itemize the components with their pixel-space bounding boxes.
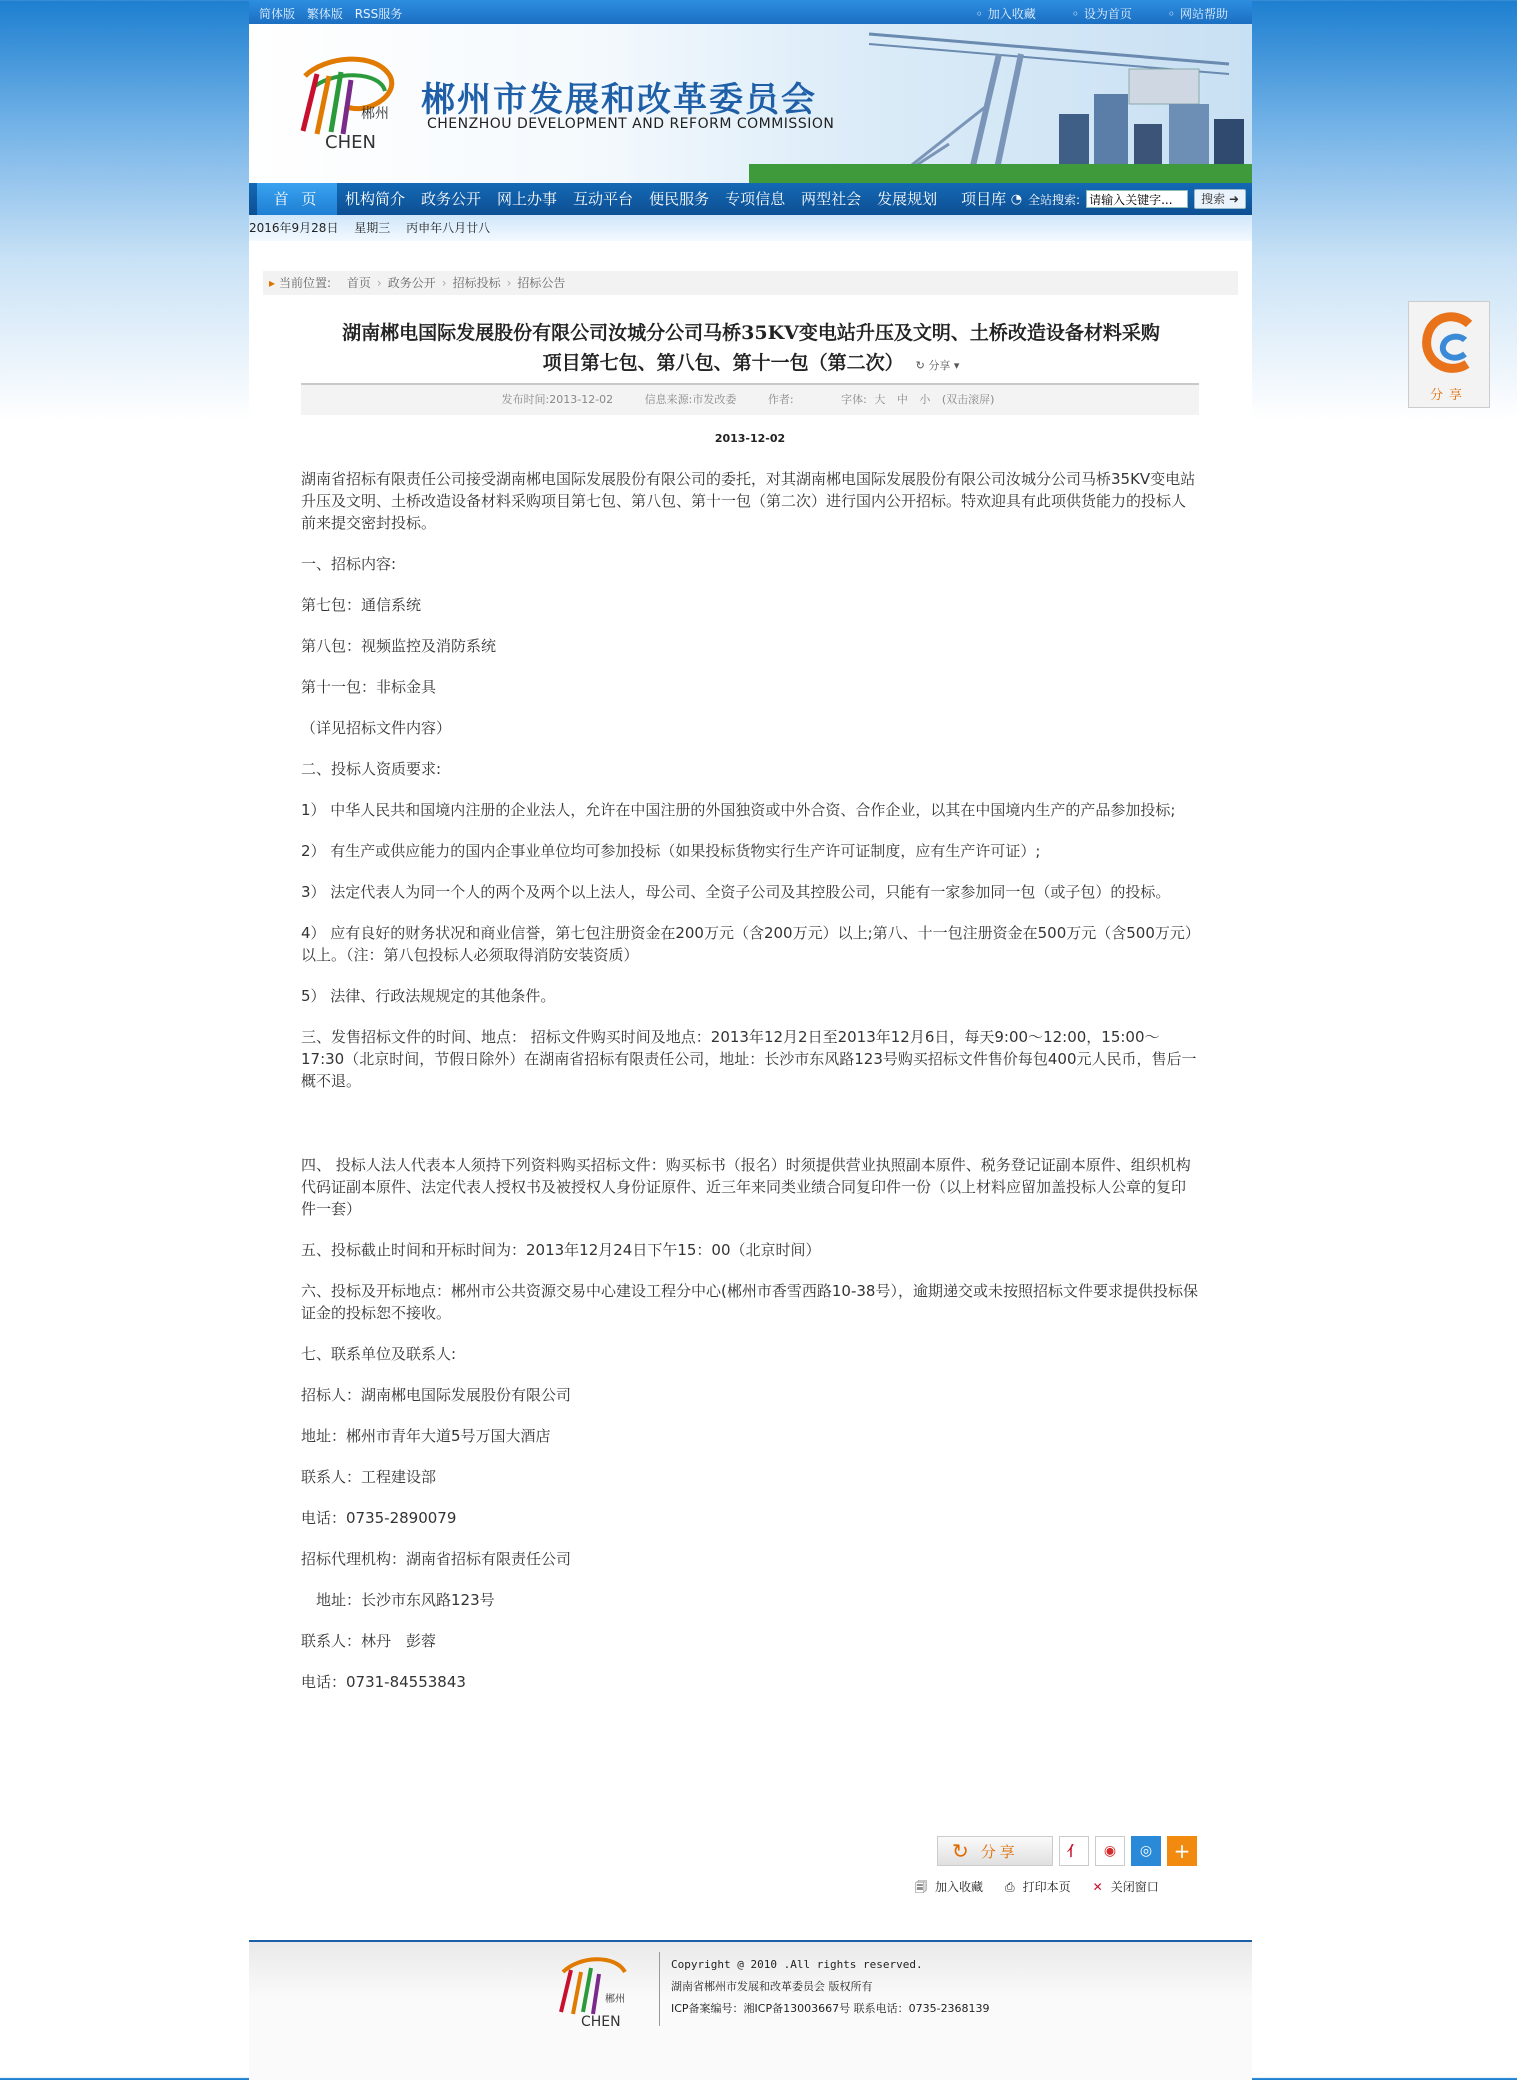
share-button[interactable] — [937, 1836, 1053, 1866]
footer-logo — [549, 1950, 637, 2030]
printer-icon: ⎙ — [1005, 1880, 1015, 1894]
search-button-label: 搜索 — [1201, 192, 1226, 206]
breadcrumb-bid-notice[interactable]: 招标公告 — [517, 276, 566, 290]
tool-close-window[interactable] — [1093, 1878, 1159, 1899]
footer-logo-text-cn: 郴州 — [605, 1994, 625, 2005]
tool-print[interactable] — [1005, 1878, 1071, 1899]
footer-text — [671, 1954, 990, 2020]
breadcrumb-home[interactable]: 首页 — [346, 276, 371, 290]
site-title-english: CHENZHOU DEVELOPMENT AND REFORM COMMISSION — [427, 116, 835, 132]
top-utility-bar — [249, 0, 1252, 24]
nav-online-services[interactable]: 网上办事 — [497, 190, 558, 208]
search-button[interactable] — [1194, 189, 1246, 209]
article-paragraph: 1） 中华人民共和国境内注册的企业法人，允许在中国注册的外国独资或中外合资、合作企业，以其在中国境内生产的产品参加投标; — [301, 801, 1176, 819]
nav-development-plan[interactable]: 发展规划 — [877, 190, 938, 208]
article-title-line-1: 湖南郴电国际发展股份有限公司汝城分公司马桥35KV变电站升压及文明、土桥改造设备材料采购 — [342, 322, 1160, 344]
share-bar — [937, 1836, 1201, 1866]
bookmark-icon: 🗐 — [915, 1880, 927, 1894]
current-weekday: 星期三 — [354, 221, 391, 235]
article-paragraph: （详见招标文件内容） — [301, 719, 452, 737]
share-renren-icon[interactable]: ⺅ — [1059, 1836, 1089, 1866]
crane-skyline-graphic — [749, 24, 1252, 183]
current-date: 2016年9月28日 — [249, 221, 339, 235]
lunar-date: 丙申年八月廿八 — [406, 221, 491, 235]
share-logo-icon: ↻ — [952, 1839, 973, 1863]
article-paragraph: 二、投标人资质要求: — [301, 760, 442, 778]
tool-print-label: 打印本页 — [1022, 1880, 1071, 1894]
article-paragraph: 电话：0735-2890079 — [301, 1509, 457, 1527]
page-wrapper — [249, 0, 1252, 2078]
chevron-right-icon: › — [441, 276, 447, 290]
link-simplified[interactable]: 简体版 — [259, 7, 296, 21]
link-add-favorite[interactable]: ◦ 加入收藏 — [976, 5, 1036, 22]
footer-icp[interactable]: ICP备案编号：湘ICP备13003667号 联系电话：0735-2368139 — [671, 2002, 990, 2015]
article-paragraph: 第十一包：非标金具 — [301, 678, 437, 696]
footer-owner: 湖南省郴州市发展和改革委员会 版权所有 — [671, 1980, 873, 1993]
chevron-down-icon: ▾ — [953, 359, 960, 372]
nav-about[interactable]: 机构简介 — [345, 190, 406, 208]
article-paragraph: 四、 投标人法人代表本人须持下列资料购买招标文件：购买标书（报名）时须提供营业执照副本原件、税务登记证副本原件、组织机构代码证副本原件、法定代表人授权书及被授权人身份证原件、近三年来同类业绩合同复印件一份（以上材料应留加盖投标人公章的复印件一套） — [301, 1156, 1191, 1218]
font-size-label: 字体: — [841, 393, 867, 406]
article-date: 2013-12-02 — [714, 432, 786, 445]
article-paragraph: 一、招标内容: — [301, 555, 397, 573]
font-size-small[interactable]: 小 — [919, 393, 931, 406]
article-paragraph: 五、投标截止时间和开标时间为：2013年12月24日下午15：00（北京时间） — [301, 1241, 821, 1259]
floating-share-widget[interactable] — [1408, 301, 1490, 408]
main-nav — [249, 183, 1252, 215]
nav-home[interactable]: 首 页 — [257, 183, 337, 215]
nav-public-services[interactable]: 便民服务 — [649, 190, 710, 208]
tool-close-label: 关闭窗口 — [1110, 1880, 1159, 1894]
logo-text-cn: 郴州 — [361, 106, 389, 122]
nav-special-info[interactable]: 专项信息 — [725, 190, 786, 208]
author: 作者: — [767, 393, 794, 406]
tool-add-favorite[interactable] — [915, 1878, 983, 1899]
header-banner — [249, 24, 1252, 183]
article-paragraph: 地址：长沙市东风路123号 — [301, 1591, 495, 1609]
breadcrumb — [263, 271, 1238, 295]
article-title-line-2: 项目第七包、第八包、第十一包（第二次） — [542, 352, 904, 374]
article-paragraph: 第七包：通信系统 — [301, 596, 422, 614]
breadcrumb-government-affairs[interactable]: 政务公开 — [387, 276, 436, 290]
publish-time: 发布时间:2013-12-02 — [501, 393, 614, 406]
search-input[interactable] — [1086, 190, 1188, 208]
footer-divider — [659, 1952, 660, 2026]
link-set-homepage[interactable]: ◦ 设为首页 — [1072, 5, 1132, 22]
font-size-controls — [841, 393, 998, 406]
nav-government-affairs[interactable]: 政务公开 — [421, 190, 482, 208]
tool-add-favorite-label: 加入收藏 — [935, 1880, 984, 1894]
share-icon: ↻ — [915, 359, 925, 372]
site-title: 郴州市发展和改革委员会 — [421, 80, 817, 120]
article-paragraph: 湖南省招标有限责任公司接受湖南郴电国际发展股份有限公司的委托，对其湖南郴电国际发展股份有限公司汝城分公司马桥35KV变电站升压及文明、土桥改造设备材料采购项目第七包、第八包、第十一包（第二次）进行国内公开招标。特欢迎具有此项供货能力的投标人前来提交密封投标。 — [301, 470, 1196, 532]
article-paragraph: 联系人：工程建设部 — [301, 1468, 437, 1486]
logo-text-en: CHEN — [325, 132, 376, 153]
font-size-large[interactable]: 大 — [874, 393, 886, 406]
link-site-help[interactable]: ◦ 网站帮助 — [1168, 5, 1228, 22]
footer — [249, 1940, 1252, 2080]
nav-two-type-society[interactable]: 两型社会 — [801, 190, 862, 208]
link-rss[interactable]: RSS服务 — [354, 7, 403, 21]
article-paragraph: 联系人：林丹 彭蓉 — [301, 1632, 437, 1650]
page-tools — [915, 1878, 1159, 1899]
share-logo-icon — [1419, 310, 1479, 380]
arrow-right-icon: ➜ — [1228, 192, 1239, 206]
article-paragraph: 六、投标及开标地点：郴州市公共资源交易中心建设工程分中心(郴州市香雪西路10-38号），逾期递交或未按照招标文件要求提供投标保证金的投标恕不接收。 — [301, 1282, 1198, 1322]
article-paragraph: 第八包：视频监控及消防系统 — [301, 637, 497, 655]
search-icon: ◔ — [1010, 191, 1023, 207]
floating-share-label: 分享 — [1429, 388, 1468, 403]
breadcrumb-label: 当前位置: — [279, 276, 332, 290]
info-source: 信息来源:市发改委 — [644, 393, 737, 406]
article-paragraph: 3） 法定代表人为同一个人的两个及两个以上法人，母公司、全资子公司及其控股公司，只能有一家参加同一包（或子包）的投标。 — [301, 883, 1171, 901]
article-paragraph: 地址：郴州市青年大道5号万国大酒店 — [301, 1427, 551, 1445]
font-size-medium[interactable]: 中 — [896, 393, 908, 406]
article-paragraph: 七、联系单位及联系人: — [301, 1345, 457, 1363]
article-paragraph: 2） 有生产或供应能力的国内企事业单位均可参加投标（如果投标货物实行生产许可证制度，应有生产许可证）; — [301, 842, 1041, 860]
article-share-label: 分享 — [928, 359, 951, 372]
nav-project-library[interactable]: 项目库 — [961, 190, 1007, 208]
date-bar — [249, 215, 1252, 241]
search-label: 全站搜索: — [1028, 192, 1081, 207]
site-search — [1011, 189, 1246, 209]
article-body — [301, 468, 1199, 1712]
article-paragraph: 4） 应有良好的财务状况和商业信誉，第七包注册资金在200万元（含200万元）以上;第八、十一包注册资金在500万元（含500万元）以上。（注：第八包投标人必须取得消防安装资质） — [301, 924, 1193, 964]
share-more-icon[interactable]: + — [1167, 1836, 1197, 1866]
article-paragraph: 招标代理机构：湖南省招标有限责任公司 — [301, 1550, 572, 1568]
article-paragraph: 5） 法律、行政法规规定的其他条件。 — [301, 987, 556, 1005]
site-logo[interactable] — [285, 46, 405, 156]
share-weibo-icon[interactable]: ◉ — [1095, 1836, 1125, 1866]
article-title — [301, 318, 1201, 381]
chevron-right-icon: › — [506, 276, 512, 290]
article-paragraph: 招标人：湖南郴电国际发展股份有限公司 — [301, 1386, 572, 1404]
close-icon: ✕ — [1092, 1880, 1103, 1894]
share-tencent-icon[interactable]: ◎ — [1131, 1836, 1161, 1866]
article-paragraph: 电话：0731-84553843 — [301, 1673, 466, 1691]
nav-interaction[interactable]: 互动平台 — [573, 190, 634, 208]
double-click-scroll[interactable]: (双击滚屏) — [941, 393, 995, 406]
article-paragraph: 三、发售招标文件的时间、地点： 招标文件购买时间及地点：2013年12月2日至2013年12月6日，每天9:00～12:00，15:00～17:30（北京时间，节假日除外）在湖南省招标有限责任公司，地址：长沙市东风路123号购买招标文件售价每包400元人民币，售后一概不退。 — [301, 1028, 1197, 1090]
chevron-right-icon: › — [376, 276, 382, 290]
link-traditional[interactable]: 繁体版 — [306, 7, 343, 21]
share-button-label: 分享 — [980, 1842, 1019, 1861]
location-arrow-icon: ▸ — [269, 276, 276, 290]
article-share-link[interactable] — [916, 359, 960, 372]
article-meta — [301, 383, 1199, 415]
footer-logo-text-en: CHEN — [581, 2014, 621, 2030]
footer-copyright: Copyright @ 2010 .All rights reserved. — [671, 1958, 923, 1971]
breadcrumb-bidding[interactable]: 招标投标 — [452, 276, 501, 290]
